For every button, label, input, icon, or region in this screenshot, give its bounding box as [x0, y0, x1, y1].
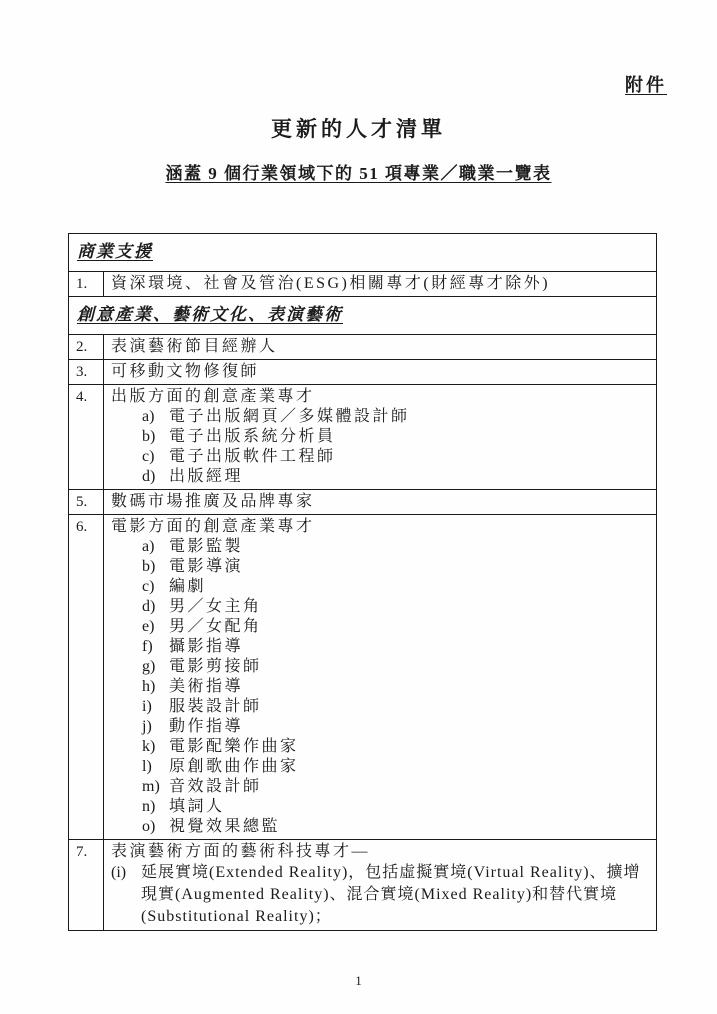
section-row	[69, 296, 656, 334]
item-number: 4.	[69, 385, 104, 489]
sub-item	[142, 797, 648, 817]
item-content	[104, 840, 656, 930]
sub-item-text: 動作指導	[169, 718, 244, 735]
item-content	[104, 490, 656, 514]
page-subtitle: 涵蓋 9 個行業領域下的 51 項專業／職業一覽表	[165, 164, 552, 183]
item-content	[104, 515, 656, 839]
sub-item	[142, 557, 648, 577]
sub-item-label: e)	[142, 618, 155, 635]
sub-item-label: o)	[142, 818, 156, 835]
sub-item-text: 編劇	[169, 578, 207, 595]
sub-item	[142, 677, 648, 697]
sub-item-text: 電影導演	[169, 558, 244, 575]
item-title: 資深環境、社會及管治(ESG)相關專才(財經專才除外)	[111, 275, 551, 292]
item-title: 數碼市場推廣及品牌專家	[111, 493, 315, 510]
sub-item	[142, 657, 648, 677]
sub-item	[142, 717, 648, 737]
page-title: 更新的人才清單	[271, 117, 446, 141]
table-row	[69, 384, 656, 489]
sub-item-label: h)	[142, 678, 156, 695]
sub-item-label: b)	[142, 558, 156, 575]
sub-item	[111, 862, 648, 928]
sub-item-text: 原創歌曲作曲家	[169, 758, 299, 775]
table-row	[69, 489, 656, 514]
sub-item-text: 電子出版系統分析員	[169, 428, 336, 445]
item-content	[104, 272, 656, 296]
item-title: 電影方面的創意產業專才	[111, 518, 315, 535]
sub-item-label: n)	[142, 798, 156, 815]
sub-item	[142, 407, 648, 427]
sub-item-text: 攝影指導	[169, 638, 244, 655]
sub-item	[142, 757, 648, 777]
sub-item-text: 男／女配角	[169, 618, 262, 635]
table-row	[69, 514, 656, 839]
sub-item	[142, 537, 648, 557]
sub-item	[142, 817, 648, 837]
item-number: 5.	[69, 490, 104, 514]
sub-item-label: d)	[142, 468, 156, 485]
item-content	[104, 335, 656, 359]
sub-item-text: 電子出版網頁／多媒體設計師	[169, 408, 410, 425]
sub-item	[142, 467, 648, 487]
sub-item-text: 男／女主角	[169, 598, 262, 615]
sub-item	[142, 617, 648, 637]
sub-item	[142, 637, 648, 657]
item-number: 7.	[69, 840, 104, 930]
sub-item	[142, 697, 648, 717]
attachment-label: 附件	[625, 75, 667, 95]
section-header: 創意產業、藝術文化、表演藝術	[77, 305, 343, 324]
sub-item-label: a)	[142, 538, 155, 555]
sub-item-text: 電影配樂作曲家	[169, 738, 299, 755]
sub-item-text: 電子出版軟件工程師	[169, 448, 336, 465]
item-title: 出版方面的創意產業專才	[111, 388, 315, 405]
table-row	[69, 334, 656, 359]
sub-item-label: f)	[142, 638, 153, 655]
sub-item-label: d)	[142, 598, 156, 615]
item-content	[104, 360, 656, 384]
sub-item-label: g)	[142, 658, 156, 675]
item-title: 表演藝術節目經辦人	[111, 338, 278, 355]
sub-item-label: m)	[142, 778, 160, 795]
item-title: 表演藝術方面的藝術科技專才—	[111, 843, 371, 860]
sub-item-text: 音效設計師	[169, 778, 262, 795]
sub-item-text: 美術指導	[169, 678, 244, 695]
sub-item	[142, 447, 648, 467]
page-number: 1	[355, 973, 362, 988]
sub-item	[142, 597, 648, 617]
item-title: 可移動文物修復師	[111, 363, 260, 380]
sub-item	[142, 777, 648, 797]
sub-item	[142, 737, 648, 757]
sub-item-text: 延展實境(Extended Reality)，包括虛擬實境(Virtual Reality)、擴增現實(Augmented Reality)、混合實境(Mixed Reality)和替代實境(Substitutional Reality)；	[141, 864, 641, 925]
section-header: 商業支援	[77, 242, 153, 261]
sub-item-text: 出版經理	[169, 468, 244, 485]
item-number: 2.	[69, 335, 104, 359]
item-content	[104, 385, 656, 489]
sub-item	[142, 577, 648, 597]
sub-item-label: k)	[142, 738, 156, 755]
table-row	[69, 839, 656, 930]
sub-item-label: b)	[142, 428, 156, 445]
sub-item-label: (i)	[111, 864, 127, 881]
section-row	[69, 234, 656, 271]
sub-item-label: l)	[142, 758, 152, 775]
sub-item	[142, 427, 648, 447]
item-number: 1.	[69, 272, 104, 296]
sub-item-label: j)	[142, 718, 152, 735]
sub-item-text: 電影監製	[169, 538, 244, 555]
sub-item-label: i)	[142, 698, 152, 715]
sub-item-label: c)	[142, 448, 155, 465]
sub-item-label: a)	[142, 408, 155, 425]
sub-item-text: 電影剪接師	[169, 658, 262, 675]
table-row	[69, 271, 656, 296]
talent-table	[68, 233, 657, 931]
sub-item-text: 填詞人	[169, 798, 225, 815]
sub-item-text: 視覺效果總監	[169, 818, 281, 835]
sub-item-text: 服裝設計師	[169, 698, 262, 715]
table-row	[69, 359, 656, 384]
sub-item-label: c)	[142, 578, 155, 595]
item-number: 3.	[69, 360, 104, 384]
item-number: 6.	[69, 515, 104, 839]
